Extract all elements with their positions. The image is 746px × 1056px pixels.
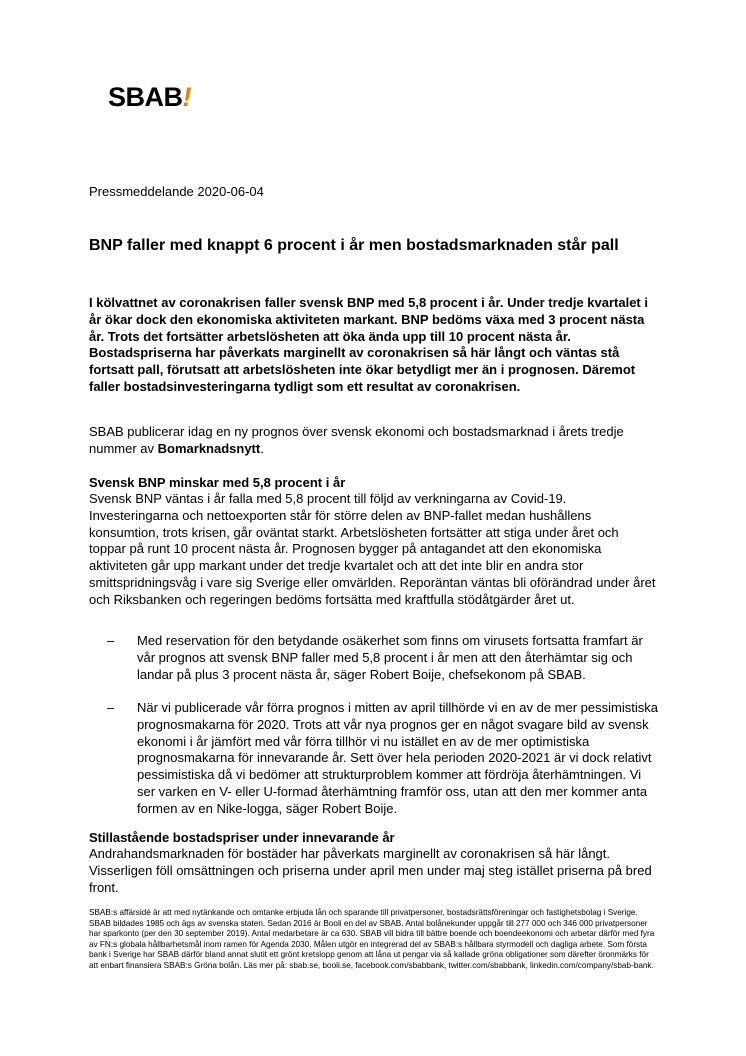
dateline: Pressmeddelande 2020-06-04	[89, 184, 264, 199]
lead-paragraph: I kölvattnet av coronakrisen faller svensk BNP med 5,8 procent i år. Under tredje kvartalet i år ökar dock den ekonomiska aktiviteten markant. BNP bedöms växa med 3 procent nästa år. Trots det fortsätter arbetslösheten att öka ända upp till 10 procent nästa år. Bostadspriserna har påverkats marginellt av coronakrisen så här långt och väntas stå fortsatt pall, förutsatt att arbetslösheten inte ökar betydligt mer än i prognosen. Däremot faller bostadsinvesteringarna tydligt som ett resultat av coronakrisen.	[89, 295, 648, 394]
quote-dash: –	[107, 633, 115, 648]
section-body-bostadspriser: Andrahandsmarknaden för bostäder har påverkats marginellt av coronakrisen så här långt. Visserligen föll omsättningen och priserna under april men under maj steg istället priserna på bred front.	[89, 846, 652, 895]
quote-item	[107, 700, 659, 818]
intro-paragraph	[89, 424, 659, 458]
intro-text: SBAB publicerar idag en ny prognos över svensk ekonomi och bostadsmarknad i årets tredje nummer av	[89, 424, 624, 456]
publication-name: Bomarknadsnytt	[157, 440, 261, 456]
quote-text: När vi publicerade vår förra prognos i mitten av april tillhörde vi en av de mer pessimistiska prognosmakarna för 2020. Trots att vår nya prognos ger en något svagare bild av svensk ekonomi i år jämfört med vår förra tillhör vi nu istället en av de mer optimistiska prognosmakarna för innevarande år. Sett över hela perioden 2020-2021 är vi dock relativt pessimistiska då vi bedömer att strukturproblem kommer att fördröja återhämtningen. Vi ser varken en V- eller U-formad återhämtning framför oss, utan att den mer kommer anta formen av en Nike-logga, säger Robert Boije.	[137, 700, 658, 816]
quote-item	[107, 633, 659, 683]
quote-text: Med reservation för den betydande osäkerhet som finns om virusets fortsatta framfart är vår prognos att svensk BNP faller med 5,8 procent i år men att den återhämtar sig och landar på plus 3 procent nästa år, säger Robert Boije, chefsekonom på SBAB.	[137, 633, 643, 682]
intro-end: .	[260, 440, 264, 456]
footer-about-sbab: SBAB:s affärsidé är att med nytänkande och omtanke erbjuda lån och sparande till privatpersoner, bostadsrättsföreningar och fastighetsbolag i Sverige. SBAB bildades 1985 och ägs av svenska staten. Sedan 2016 är Booli en del av SBAB. Antal bolånekunder uppgår till 277 000 och 346 000 privatpersoner har sparkonto (per den 30 september 2019). Antal medarbetare är ca 630. SBAB vill bidra till bättre boende och boendeekonomi och arbetar därför med fyra av FN:s globala hållbarhetsmål inom ramen för Agenda 2030. Målen utgör en integrerad del av SBAB:s hållbara styrmodell och dagliga arbete. Som första bank i Sverige har SBAB därför bland annat slutit ett grönt kretslopp genom att låna ut pengar via så kallade gröna obligationer som därefter öronmärks för att enbart finansiera SBAB:s Gröna bolån. Läs mer på: sbab.se, booli.se, facebook.com/sbabbank, twitter.com/sbabbank, linkedin.com/company/sbab-bank.	[89, 908, 655, 970]
logo-text: SBAB	[108, 82, 183, 112]
section-heading-bostadspriser: Stillastående bostadspriser under innevarande år	[89, 830, 395, 845]
logo-exclamation-mark: !	[182, 82, 192, 112]
quote-dash: –	[107, 700, 115, 715]
page-title: BNP faller med knappt 6 procent i år men bostadsmarknaden står pall	[89, 237, 619, 254]
section-heading-bnp: Svensk BNP minskar med 5,8 procent i år	[89, 475, 346, 490]
sbab-logo	[108, 84, 191, 111]
section-body-bnp: Svensk BNP väntas i år falla med 5,8 procent till följd av verkningarna av Covid-19. Investeringarna och nettoexporten står för större delen av BNP-fallet medan hushållens konsumtion, trots krisen, går oväntat starkt. Arbetslösheten fortsätter att stiga under året och toppar på runt 10 procent nästa år. Prognosen bygger på antagandet att den ekonomiska aktiviteten går upp markant under det tredje kvartalet och att det inte blir en andra stor smittspridningsvåg i vare sig Sverige eller omvärlden. Reporäntan väntas bli oförändrad under året och Riksbanken och regeringen bedöms fortsätta med kraftfulla stödåtgärder året ut.	[89, 491, 656, 607]
